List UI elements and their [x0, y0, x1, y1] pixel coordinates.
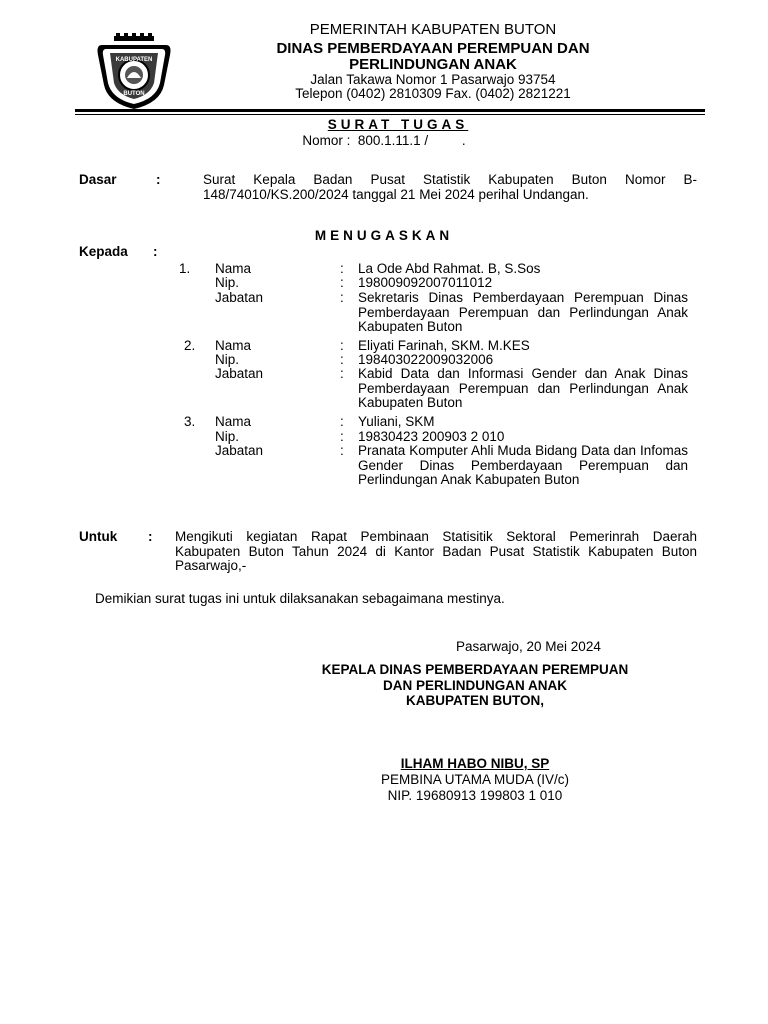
- nama-colon: :: [340, 414, 344, 429]
- kepada-label: Kepada: [79, 244, 128, 259]
- person-position: Pranata Komputer Ahli Muda Bidang Data dan Infomas Gender Dinas Pemberdayaan Perempuan dan Perlindungan Anak Kabupaten Buton: [358, 443, 688, 488]
- jabatan-label: Jabatan: [215, 366, 264, 381]
- signatory-position-line1: KEPALA DINAS PEMBERDAYAAN PEREMPUAN: [321, 662, 629, 677]
- nama-label: Nama: [215, 414, 252, 429]
- government-name: PEMERINTAH KABUPATEN BUTON: [309, 21, 557, 38]
- person-nip: 198009092007011012: [358, 275, 493, 290]
- signatory-name: ILHAM HABO NIBU, SP: [400, 756, 550, 771]
- person-name: Yuliani, SKM: [358, 414, 435, 429]
- jabatan-colon: :: [340, 366, 344, 381]
- nip-label: Nip.: [215, 275, 240, 290]
- person-number: 1.: [179, 261, 191, 276]
- dasar-text: Surat Kepala Badan Pusat Statistik Kabupaten Buton Nomor B-148/74010/KS.200/2024 tanggal 21 Mei 2024 perihal Undangan.: [203, 172, 697, 202]
- signatory-rank: PEMBINA UTAMA MUDA (IV/c): [380, 772, 570, 787]
- nama-colon: :: [340, 261, 344, 276]
- dasar-colon: :: [156, 172, 161, 187]
- signatory-position-line3: KABUPATEN BUTON,: [406, 693, 544, 709]
- person-position: Sekretaris Dinas Pemberdayaan Perempuan Dinas Pemberdayaan Perempuan dan Perlindungan Anak Kabupaten Buton: [358, 290, 688, 335]
- jabatan-label: Jabatan: [215, 443, 264, 458]
- kepada-colon: :: [153, 244, 158, 259]
- jabatan-colon: :: [340, 443, 344, 458]
- jabatan-label: Jabatan: [215, 290, 264, 305]
- svg-text:KABUPATEN: KABUPATEN: [115, 57, 153, 63]
- nama-label: Nama: [215, 338, 252, 353]
- place-date: Pasarwajo, 20 Mei 2024: [456, 639, 601, 654]
- person-number: 2.: [184, 338, 196, 353]
- nip-colon: :: [340, 352, 344, 367]
- person-name: La Ode Abd Rahmat. B, S.Sos: [358, 261, 541, 276]
- nip-label: Nip.: [215, 429, 240, 444]
- nip-colon: :: [340, 429, 344, 444]
- agency-contact: Telepon (0402) 2810309 Fax. (0402) 2821221: [295, 86, 571, 101]
- menugaskan-heading: MENUGASKAN: [314, 228, 454, 243]
- svg-text:BUTON: BUTON: [123, 91, 145, 97]
- signatory-position: [290, 662, 660, 709]
- person-number: 3.: [184, 414, 196, 429]
- signatory-position-line2: DAN PERLINDUNGAN ANAK: [383, 677, 567, 693]
- untuk-label: Untuk: [79, 529, 118, 544]
- regency-emblem-icon: [92, 33, 176, 113]
- nama-colon: :: [340, 338, 344, 353]
- agency-address: Jalan Takawa Nomor 1 Pasarwajo 93754: [310, 72, 556, 87]
- closing-statement: Demikian surat tugas ini untuk dilaksanakan sebagaimana mestinya.: [95, 591, 505, 606]
- letter-number: Nomor : 800.1.11.1 / .: [302, 133, 466, 148]
- jabatan-colon: :: [340, 290, 344, 305]
- dasar-label: Dasar: [79, 172, 117, 187]
- nip-label: Nip.: [215, 352, 240, 367]
- letter-title: SURAT TUGAS: [327, 117, 469, 132]
- header-divider-thin: [75, 114, 705, 115]
- agency-name: [230, 41, 636, 73]
- person-name: Eliyati Farinah, SKM. M.KES: [358, 338, 530, 353]
- untuk-colon: :: [148, 529, 153, 544]
- signatory-nip: NIP. 19680913 199803 1 010: [387, 788, 563, 803]
- person-nip: 198403022009032006: [358, 352, 494, 367]
- agency-name-line2: PERLINDUNGAN ANAK: [349, 56, 517, 74]
- person-position: Kabid Data dan Informasi Gender dan Anak Dinas Pemberdayaan Perempuan dan Perlindungan Anak Kabupaten Buton: [358, 366, 688, 411]
- untuk-text: Mengikuti kegiatan Rapat Pembinaan Statisitik Sektoral Pemerinrah Daerah Kabupaten Buton Tahun 2024 di Kantor Badan Pusat Statistik Kabupaten Buton Pasarwajo,-: [175, 529, 697, 574]
- agency-name-line1: DINAS PEMBERDAYAAN PEREMPUAN DAN: [276, 40, 590, 57]
- person-nip: 19830423 200903 2 010: [358, 429, 505, 444]
- header-divider-thick: [75, 109, 705, 112]
- regency-logo: [92, 33, 176, 113]
- nama-label: Nama: [215, 261, 252, 276]
- nip-colon: :: [340, 275, 344, 290]
